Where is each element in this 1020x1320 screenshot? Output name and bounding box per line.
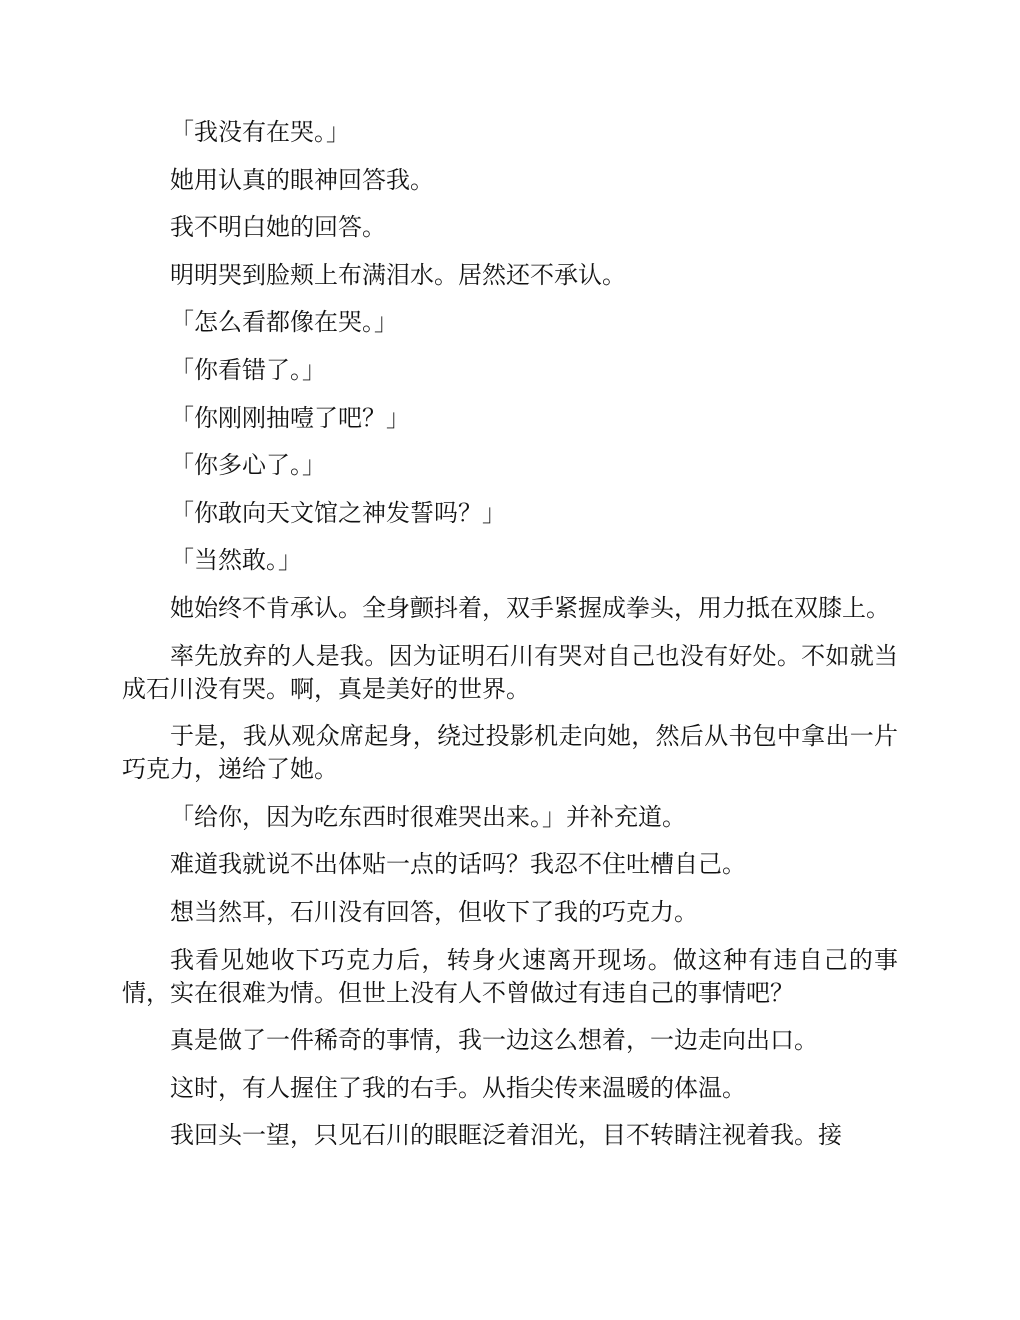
- paragraph: 她始终不肯承认。全身颤抖着，双手紧握成拳头，用力抵在双膝上。: [170, 593, 890, 622]
- paragraph: 「当然敢。」: [170, 546, 302, 575]
- paragraph: 真是做了一件稀奇的事情，我一边这么想着，一边走向出口。: [170, 1026, 818, 1055]
- paragraph: 我回头一望，只见石川的眼眶泛着泪光，目不转睛注视着我。接: [170, 1121, 842, 1150]
- paragraph: 「你多心了。」: [170, 451, 326, 480]
- paragraph: 「给你，因为吃东西时很难哭出来。」并补充道。: [170, 802, 686, 831]
- paragraph: 她用认真的眼神回答我。: [170, 165, 434, 194]
- paragraph: 我看见她收下巧克力后，转身火速离开现场。做这种有违自己的事情，实在很难为情。但世上没有人不曾做过有违自己的事情吧？: [122, 945, 898, 1007]
- paragraph: 「你敢向天文馆之神发誓吗？」: [170, 498, 506, 527]
- paragraph: 想当然耳，石川没有回答，但收下了我的巧克力。: [170, 897, 698, 926]
- paragraph: 明明哭到脸颊上布满泪水。居然还不承认。: [170, 260, 626, 289]
- paragraph: 我不明白她的回答。: [170, 213, 386, 242]
- paragraph: 「你刚刚抽噎了吧？」: [170, 403, 410, 432]
- paragraph: 「怎么看都像在哭。」: [170, 308, 398, 337]
- paragraph: 这时，有人握住了我的右手。从指尖传来温暖的体温。: [170, 1073, 746, 1102]
- paragraph: 率先放弃的人是我。因为证明石川有哭对自己也没有好处。不如就当成石川没有哭。啊，真是美好的世界。: [122, 641, 898, 703]
- paragraph: 「你看错了。」: [170, 355, 326, 384]
- paragraph: 难道我就说不出体贴一点的话吗？我忍不住吐槽自己。: [170, 850, 746, 879]
- document-page: [122, 116, 898, 1167]
- paragraph: 「我没有在哭。」: [170, 118, 350, 146]
- paragraph: 于是，我从观众席起身，绕过投影机走向她，然后从书包中拿出一片巧克力，递给了她。: [122, 722, 898, 784]
